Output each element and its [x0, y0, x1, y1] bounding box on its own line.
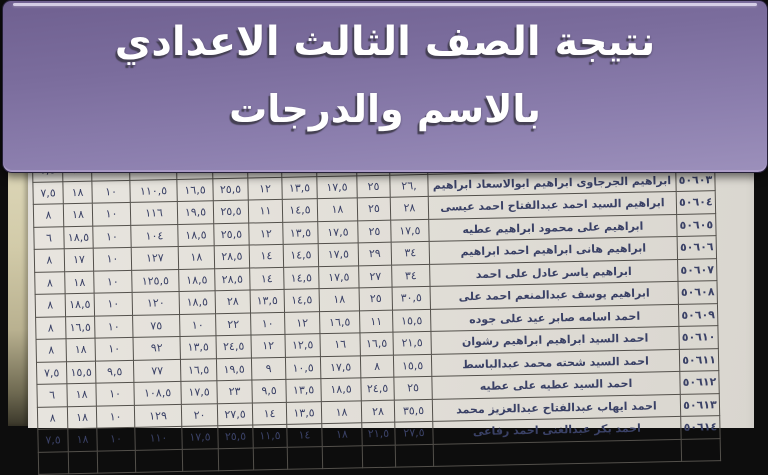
grade-cell: ١٣,٥	[286, 401, 321, 424]
seat-number-cell: ٥٠٦٠٥	[677, 213, 716, 236]
grade-cell: ١٢	[285, 311, 320, 334]
student-name-cell: احمد بكر عبدالغنى احمد رفاعى	[433, 416, 681, 443]
grade-cell: ١١	[360, 310, 393, 333]
grade-cell: ١٤,٥	[284, 266, 319, 289]
grade-cell	[287, 446, 322, 469]
grade-cell: ٢٥	[394, 376, 432, 399]
grade-cell: ٦	[37, 384, 67, 407]
grade-cell: ٢٥	[357, 175, 390, 198]
grade-cell: ١١	[248, 199, 282, 222]
grade-cell: ٧٧	[133, 359, 180, 382]
grade-cell: ٢٢	[216, 313, 251, 336]
grade-cell: ١٨	[319, 288, 359, 311]
student-name-cell: ابراهيم يوسف عبدالمنعم احمد على	[430, 281, 678, 308]
student-name-cell: احمد ايهاب عبدالفتاح عبدالعزيز محمد	[432, 394, 680, 421]
grade-cell: ٢٧,٥	[217, 403, 252, 426]
grade-cell: ١٠	[92, 202, 130, 225]
seat-number-cell: ٥٠٦٠٦	[677, 236, 716, 259]
student-name-cell: ابراهيم هانى ابراهيم احمد ابراهيم	[429, 236, 677, 263]
grade-cell: ٨	[36, 316, 66, 339]
seat-number-cell: ٥٠٦١٢	[680, 371, 719, 394]
grade-cell: ١٠٨,٥	[134, 381, 181, 404]
grade-cell: ٢١,٥	[362, 422, 395, 445]
grade-cell: ١٨,٥	[321, 378, 361, 401]
grade-cell: ١٢٠	[132, 291, 179, 314]
grade-cell: ١٠	[93, 247, 131, 270]
grade-cell: ١٤	[249, 244, 283, 267]
grade-cell	[395, 444, 433, 467]
student-name-cell: احمد السيد شحته محمد عبدالباسط	[431, 349, 679, 376]
grade-cell	[182, 448, 218, 471]
grade-cell: ١٨	[67, 406, 96, 429]
grade-cell: ١٠	[93, 225, 131, 248]
seat-number-cell: ٥٠٦٠٩	[678, 303, 717, 326]
grade-cell: ١٨,٥	[179, 268, 215, 291]
grade-cell: ١٧,٥	[318, 243, 358, 266]
grade-cell: ١١٠,٥	[130, 179, 177, 202]
grade-cell: ١٢٧	[131, 246, 178, 269]
seat-number-cell	[681, 438, 720, 461]
grade-cell: ١٣,٥	[283, 221, 318, 244]
grade-cell: ٣٠,٥	[392, 286, 430, 309]
grade-cell: ٢٧,٥	[395, 421, 433, 444]
grade-cell: ١٥,٥	[66, 361, 95, 384]
student-name-cell: احمد اسامه صابر عيد على جوده	[430, 304, 678, 331]
grade-cell: ٣٤	[391, 241, 429, 264]
grade-cell: ١٦,٥	[66, 316, 95, 339]
grade-cell: ١٣,٥	[180, 336, 216, 359]
grade-cell: ٨	[37, 406, 67, 429]
grade-cell: ١٢٩	[134, 404, 181, 427]
title-banner	[2, 0, 768, 173]
grade-cell: ١٨,٥	[178, 223, 214, 246]
grade-cell: ١٧,٥	[391, 219, 429, 242]
seat-number-cell: ٥٠٦٠٧	[678, 258, 717, 281]
grade-cell: ٧,٥	[38, 429, 68, 452]
grade-cell: ١٠	[94, 270, 132, 293]
grade-cell: ١٨,٥	[65, 293, 94, 316]
grade-cell: ٨	[35, 271, 65, 294]
grade-cell: ١٧,٥	[182, 426, 218, 449]
results-sheet-photo	[28, 148, 754, 447]
grade-cell: ١٩,٥	[216, 358, 251, 381]
grade-cell: ١٣,٥	[282, 176, 317, 199]
grade-cell: ١٧,٥	[319, 265, 359, 288]
grade-cell: ١٣,٥	[250, 289, 284, 312]
grade-cell: ١٢	[249, 222, 283, 245]
grade-cell: ٢٥,٥	[213, 200, 248, 223]
grade-cell: ١٨	[321, 400, 361, 423]
grade-cell: ١٤,٥	[283, 244, 318, 267]
grade-cell: ١٧,٥	[317, 175, 357, 198]
banner-top-highlight	[13, 3, 757, 6]
grade-cell: ١٩,٥	[177, 201, 213, 224]
grade-cell: ٢٨	[390, 196, 428, 219]
student-name-cell: احمد السيد عطيه على عطيه	[432, 371, 680, 398]
grade-cell: ١٦,٥	[320, 310, 360, 333]
grade-cell: ١٧,٥	[320, 355, 360, 378]
grade-cell: ١٨,٥	[179, 291, 215, 314]
grade-cell: ١٠	[251, 312, 285, 335]
grade-cell: ٢٨,٥	[214, 245, 249, 268]
grade-cell: ١٨	[68, 428, 97, 451]
grade-cell	[97, 450, 135, 473]
grade-cell: ١٤	[287, 424, 322, 447]
seat-number-cell: ٥٠٦٠٣	[676, 168, 715, 191]
grade-cell: ٢٨	[215, 290, 250, 313]
results-table-body	[32, 146, 720, 475]
seat-number-cell: ٥٠٦١٤	[681, 416, 720, 439]
grade-cell: ١٢,٥	[285, 334, 320, 357]
grade-cell: ٨	[33, 204, 63, 227]
grade-cell: ١٨	[178, 246, 214, 269]
grade-cell	[38, 451, 68, 474]
grade-cell	[322, 445, 362, 468]
grade-cell: ٧,٥	[36, 361, 66, 384]
grade-cell: ١٥,٥	[392, 309, 430, 332]
page-title-line1: نتيجة الصف الثالث الاعدادي	[114, 19, 656, 65]
seat-number-cell: ٥٠٦٠٨	[678, 281, 717, 304]
grade-cell: ١٣,٥	[286, 379, 321, 402]
grade-cell: ١٨	[63, 203, 92, 226]
grade-cell: ١٠	[92, 180, 130, 203]
grade-cell: ١١٦	[130, 201, 177, 224]
seat-number-cell: ٥٠٦١١	[679, 348, 718, 371]
results-table	[32, 145, 721, 475]
grade-cell: ٢٥,٥	[213, 178, 248, 201]
grade-cell: ١١,٥	[253, 424, 287, 447]
student-name-cell: ابراهيم على محمود ابراهيم عطيه	[429, 214, 677, 241]
grade-cell: ١٢	[248, 177, 282, 200]
grade-cell: ١٨	[67, 383, 96, 406]
grade-cell: ١٦,٥	[180, 358, 216, 381]
grade-cell: ٩	[251, 357, 285, 380]
page-title-line2: بالاسم والدرجات	[229, 87, 541, 131]
student-name-cell: ابراهيم السيد احمد عبدالفتاح احمد عيسى	[428, 191, 676, 218]
grade-cell: ١٧,٥	[318, 220, 358, 243]
grade-cell: ٨	[360, 355, 393, 378]
grade-cell: ١٦,٥	[177, 178, 213, 201]
grade-cell: ٩,٥	[252, 379, 286, 402]
seat-number-cell: ٥٠٦١٠	[679, 326, 718, 349]
grade-cell: ٢٥,٥	[218, 425, 253, 448]
grade-cell: ١٠	[97, 427, 135, 450]
grade-cell: ٢٩	[358, 242, 391, 265]
grade-cell: ٩٢	[133, 336, 180, 359]
grade-cell: ١٠	[94, 292, 132, 315]
grade-cell: ١٢٥,٥	[132, 269, 179, 292]
grade-cell: ٢٠	[181, 403, 217, 426]
grade-cell	[218, 448, 253, 471]
grade-cell: ٢١,٥	[393, 331, 431, 354]
grade-cell: ١٨	[63, 181, 92, 204]
grade-cell: ٣٤	[392, 264, 430, 287]
grade-cell: ٢٧	[359, 265, 392, 288]
grade-cell: ١٧,٥	[181, 381, 217, 404]
grade-cell: ١٠	[96, 405, 134, 428]
grade-cell: ١٤,٥	[284, 289, 319, 312]
grade-cell: ٢٥,٥	[214, 223, 249, 246]
grade-cell: ٨	[35, 294, 65, 317]
grade-cell: ١٤,٥	[282, 199, 317, 222]
grade-cell: ١٨	[317, 198, 357, 221]
student-name-cell: احمد السيد ابراهيم ابراهيم رشوان	[431, 326, 679, 353]
grade-cell: ١٦	[320, 333, 360, 356]
grade-cell: ٦	[34, 226, 64, 249]
grade-cell: ١٨	[65, 271, 94, 294]
grade-cell: ١٧	[64, 248, 93, 271]
student-name-cell: ابراهيم الجرجاوى ابراهيم ابوالاسعاد ابراهيم	[428, 169, 676, 196]
grade-cell: ٢٥	[359, 287, 392, 310]
grade-cell: ١٤	[250, 267, 284, 290]
grade-cell: ٢٥	[358, 220, 391, 243]
grade-cell	[68, 451, 97, 474]
seat-number-cell: ٥٠٦٠٤	[676, 191, 715, 214]
grade-cell: ٢٥	[357, 197, 390, 220]
grade-cell: ٢٦,	[390, 174, 428, 197]
grade-cell: ١٠	[95, 315, 133, 338]
student-name-cell: ابراهيم ياسر عادل على احمد	[430, 259, 678, 286]
grade-cell: ١٢	[251, 334, 285, 357]
grade-cell: ٣٥,٥	[394, 399, 432, 422]
grade-cell: ٨	[34, 249, 64, 272]
grade-cell	[135, 449, 182, 472]
grade-cell: ١١٠	[135, 426, 182, 449]
grade-cell: ١٠	[95, 337, 133, 360]
grade-cell: ١٨,٥	[64, 226, 93, 249]
desk-edge-strip	[8, 150, 28, 426]
grade-cell: ٢٤,٥	[216, 335, 251, 358]
grade-cell: ٨	[36, 339, 66, 362]
grade-cell: ٩,٥	[95, 360, 133, 383]
grade-cell: ٢٨,٥	[215, 268, 250, 291]
grade-cell: ١٨	[66, 338, 95, 361]
grade-cell: ١٠	[96, 382, 134, 405]
grade-cell: ٢٤,٥	[361, 377, 394, 400]
grade-cell: ٧٥	[133, 314, 180, 337]
grade-cell: ١٥,٥	[393, 354, 431, 377]
grade-cell: ٢٨	[361, 400, 394, 423]
grade-cell: ٧,٥	[33, 181, 63, 204]
grade-cell: ١٤	[252, 402, 286, 425]
grade-cell: ٢٣	[217, 380, 252, 403]
grade-cell: ١٨	[322, 423, 362, 446]
grade-cell: ١٠,٥	[285, 356, 320, 379]
grade-cell: ١٦,٥	[360, 332, 393, 355]
grade-cell	[253, 447, 287, 470]
student-name-cell	[433, 439, 681, 466]
grade-cell	[362, 445, 395, 468]
grade-cell: ١٠٤	[131, 224, 178, 247]
grade-cell: ١٠	[180, 313, 216, 336]
seat-number-cell: ٥٠٦١٣	[680, 393, 719, 416]
